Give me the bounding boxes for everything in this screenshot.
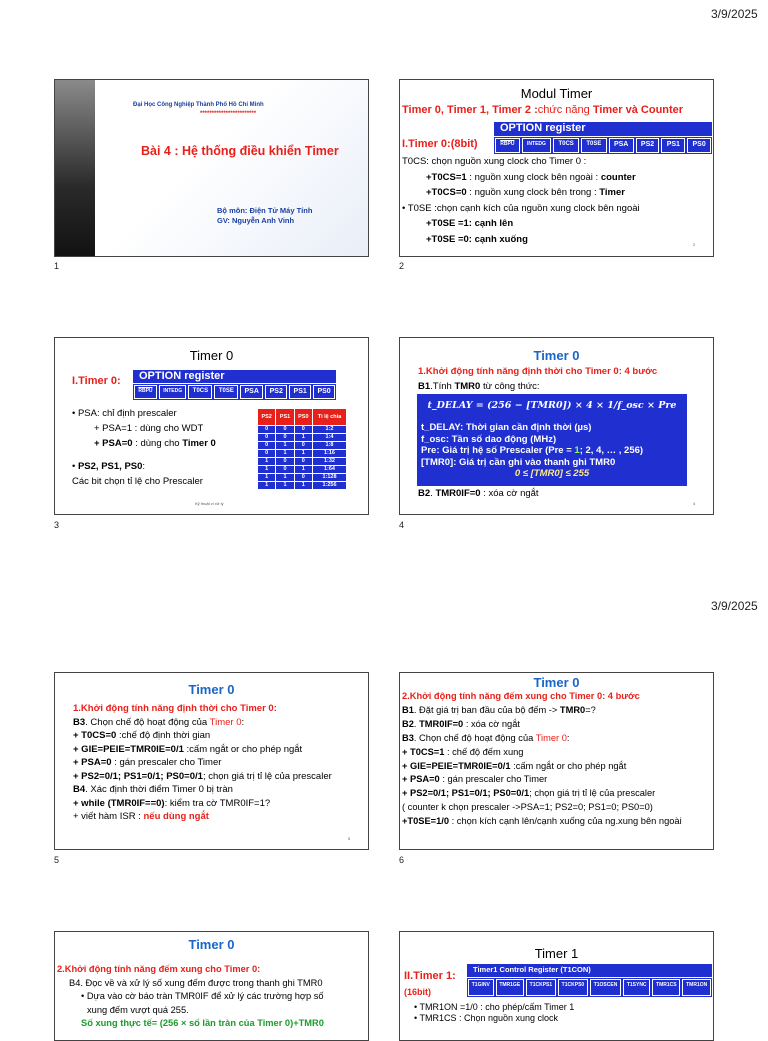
bit-t1ckps1: T1CKPS1 [526, 979, 556, 996]
slide-number-6: 6 [399, 855, 405, 865]
slide-number-2: 2 [399, 261, 405, 271]
table-row [258, 466, 347, 474]
prescaler-table-body [258, 426, 347, 490]
slide-8-body [414, 1002, 574, 1024]
slide-2 [399, 79, 714, 257]
table-cell: 1 [276, 450, 294, 458]
bit-t0se: T0SE [214, 385, 238, 399]
bit-t1ckps0: T1CKPS0 [558, 979, 588, 996]
table-cell: 1:64 [312, 466, 346, 474]
slide-3 [54, 337, 369, 515]
table-row [258, 482, 347, 490]
tdelay-formula: t_DELAY = (256 − [TMR0]) × 4 × 1/f_osc × Pre [427, 400, 677, 411]
decor-stars: ************************ [200, 111, 257, 117]
slide-6-title: Timer 0 [533, 675, 580, 690]
table-row [258, 426, 347, 434]
t1con-register-title: Timer1 Control Register (T1CON) [473, 965, 591, 974]
table-cell: 0 [294, 442, 312, 450]
t0se-description: • T0SE :chọn cạnh kích của nguồn xung clock bên ngoài [402, 202, 640, 214]
t0cs-line: + T0CS=1 : chế độ đếm xung [402, 746, 524, 757]
option-register-title: OPTION register [500, 122, 586, 134]
table-cell: 0 [276, 466, 294, 474]
t0cs-line: + T0CS=0 :chế độ định thời gian [73, 730, 211, 741]
table-cell: 1 [276, 482, 294, 490]
bit-intedg: INTEDG [522, 138, 551, 153]
table-cell: 1 [258, 482, 276, 490]
tdelay-formula-box [417, 394, 687, 486]
department: Bộ môn: Điện Tử Máy Tính [217, 206, 313, 215]
date-header-top: 3/9/2025 [711, 7, 758, 21]
option-register-title-2: OPTION register [139, 370, 225, 382]
bit-psa: PSA [240, 385, 263, 399]
table-row [258, 474, 347, 482]
option-register-diagram-2 [133, 370, 336, 400]
lecturer: GV: Nguyễn Anh Vinh [217, 216, 295, 225]
overflow-line-2: xung đếm vượt quá 255. [87, 1004, 189, 1015]
slide-2-title: Modul Timer [520, 86, 593, 101]
prescaler-line: + PS2=0/1; PS1=0/1; PS0=0/1; chọn giá trị tỉ lệ của prescaler [73, 770, 332, 782]
step-b2: B2. TMR0IF=0 : xóa cờ ngắt [418, 488, 539, 499]
t0se-line: +T0SE=1/0 : chọn kích cạnh lên/cạnh xuống của ng.xung bên ngoài [402, 816, 682, 827]
table-cell: 0 [258, 442, 276, 450]
option-register-bits-2 [133, 383, 336, 400]
slide-1-title: Bài 4 : Hệ thống điều khiển Timer [141, 144, 339, 158]
tmr0-range: 0 ≤ [TMR0] ≤ 255 [514, 468, 590, 479]
slide-5-heading: 1.Khởi động tính năng định thời cho Timer 0: [73, 703, 277, 714]
slide-number-4: 4 [399, 520, 405, 530]
header-ps2: PS2 [258, 409, 276, 426]
actual-count-formula: Số xung thực tế= (256 × số lần tràn của Timer 0)+TMR0 [81, 1018, 324, 1028]
psa-line: + PSA=0 : gán prescaler cho Timer [402, 774, 548, 785]
subtitle-timers: Timer 0, Timer 1, Timer 2 : [402, 104, 538, 116]
legend-tdelay: t_DELAY: Thời gian cần định thời (µs) [421, 422, 592, 433]
slide-5 [54, 672, 369, 850]
table-cell: 1:4 [312, 434, 346, 442]
table-row [258, 458, 347, 466]
date-header-middle: 3/9/2025 [711, 599, 758, 613]
bit-intedg: INTEDG [159, 385, 187, 399]
slide-4-tiny-page: 4 [693, 501, 696, 506]
prescaler-table [257, 408, 347, 490]
slide-2-tiny-page: 2 [693, 242, 696, 247]
table-cell: 0 [258, 426, 276, 434]
slide-4 [399, 337, 714, 515]
table-cell: 0 [276, 458, 294, 466]
isr-line: + viết hàm ISR : nếu dùng ngắt [73, 811, 209, 822]
interrupt-line: + GIE=PEIE=TMR0IE=0/1 :cấm ngắt or cho phép ngắt [73, 743, 303, 755]
legend-fosc: f_osc: Tần số dao động (MHz) [421, 433, 557, 445]
prescaler-line: + PS2=0/1; PS1=0/1; PS0=0/1; chọn giá trị tỉ lệ của prescaler [402, 788, 656, 799]
overflow-line-1: • Dựa vào cờ báo tràn TMR0IF để xử lý các trường hợp số [81, 991, 324, 1001]
slide-2-body [402, 154, 640, 247]
legend-tmr0: [TMR0]: Giá trị cần ghi vào thanh ghi TMR0 [421, 456, 616, 468]
psa-1-line: + PSA=1 : dùng cho WDT [94, 423, 204, 434]
table-row [258, 450, 347, 458]
tmr1cs-line: • TMR1CS : Chọn nguồn xung clock [414, 1013, 559, 1023]
table-cell: 0 [294, 474, 312, 482]
table-cell: 1:2 [312, 426, 346, 434]
slide-5-body [73, 702, 332, 824]
slide-6-body [402, 690, 682, 829]
t1con-register-diagram [467, 964, 712, 997]
slide-6 [399, 672, 714, 850]
t1con-register-bits [467, 977, 712, 997]
step-b4: B4. Xác định thời điểm Timer 0 bị tràn [73, 784, 233, 795]
step-b4: B4. Đọc về và xử lý số xung đếm được trong thanh ghi TMR0 [69, 977, 323, 988]
table-cell: 1 [258, 458, 276, 466]
table-cell: 1 [258, 466, 276, 474]
while-line: + while (TMR0IF==0): kiểm tra cờ TMR0IF=1? [73, 797, 271, 809]
step-b1: B1.Tính TMR0 từ công thức: [418, 381, 540, 392]
section-timer0: I.Timer 0: [72, 375, 121, 387]
slide-5-title: Timer 0 [188, 682, 235, 697]
section-timer0-8bit: I.Timer 0:(8bit) [402, 138, 478, 150]
table-cell: 1 [294, 434, 312, 442]
slide-7 [54, 931, 369, 1041]
table-cell: 1 [276, 474, 294, 482]
timer1-bits-label: (16bit) [404, 987, 431, 997]
step-b3: B3. Chọn chế độ hoạt động của Timer 0: [73, 716, 245, 728]
header-ratio: Tỉ lệ chia [312, 409, 346, 426]
option-register-bits [494, 136, 712, 154]
bit-psa: PSA [609, 138, 634, 153]
t0se-1-line: +T0SE =1: cạnh lên [426, 218, 514, 229]
bit-ps1: PS1 [289, 385, 311, 399]
slide-3-footer: Kỹ thuật vi xử lý [195, 501, 224, 506]
table-cell: 1:16 [312, 450, 346, 458]
step-b2: B2. TMR0IF=0 : xóa cờ ngắt [402, 718, 520, 729]
slide-number-5: 5 [54, 855, 60, 865]
table-cell: 1:32 [312, 458, 346, 466]
slide-7-title: Timer 0 [188, 937, 235, 952]
interrupt-line: + GIE=PEIE=TMR0IE=0/1 :cấm ngắt or cho phép ngắt [402, 760, 627, 771]
bit-t1oscen: T1OSCEN [590, 979, 621, 996]
t0se-0-line: +T0SE =0: cạnh xuống [426, 233, 528, 245]
table-cell: 1:8 [312, 442, 346, 450]
table-cell: 1 [294, 450, 312, 458]
prescaler-table-header [258, 409, 347, 426]
table-cell: 0 [258, 434, 276, 442]
bit-rbpu: RBPU [495, 138, 520, 153]
slide-1 [54, 79, 369, 257]
slide-4-title: Timer 0 [533, 348, 580, 363]
slide-7-body [57, 963, 324, 1031]
university-name: Đại Học Công Nghiệp Thành Phố Hồ Chí Minh [133, 102, 264, 108]
bit-t1sync: T1SYNC [623, 979, 650, 996]
bit-ps2: PS2 [636, 138, 660, 153]
ps-bits-description: Các bit chọn tỉ lệ cho Prescaler [72, 476, 203, 487]
bit-tmr1on: TMR1ON [682, 979, 711, 996]
t0cs-description: T0CS: chọn nguồn xung clock cho Timer 0 : [402, 156, 587, 167]
slide-4-heading: 1.Khởi động tính năng định thời cho Timer 0: 4 bước [418, 366, 658, 377]
tmr1on-line: • TMR1ON =1/0 : cho phép/cấm Timer 1 [414, 1002, 575, 1012]
slide-8 [399, 931, 714, 1041]
table-cell: 1:256 [312, 482, 346, 490]
bit-rbpu: RBPU [134, 385, 157, 399]
header-ps0: PS0 [294, 409, 312, 426]
slide-3-title: Timer 0 [189, 348, 234, 363]
table-cell: 0 [276, 434, 294, 442]
section-timer1: II.Timer 1: [404, 970, 456, 982]
header-ps1: PS1 [276, 409, 294, 426]
legend-prescaler: Pre: Giá trị hệ số Prescaler (Pre = 1; 2, 4, … , 256) [421, 445, 644, 456]
slide-number-1: 1 [54, 261, 60, 271]
bit-ps2: PS2 [265, 385, 287, 399]
bit-tmr1cs: TMR1CS [652, 979, 680, 996]
slide-2-subtitle [402, 104, 683, 116]
bit-ps0: PS0 [687, 138, 711, 153]
step-b1: B1. Đặt giá trị ban đầu của bộ đếm -> TMR0=? [402, 704, 596, 715]
slide-5-tiny-page: 5 [348, 836, 351, 841]
subtitle-function: chức năng [537, 104, 593, 116]
psa-line: + PSA=0 : gán prescaler cho Timer [73, 757, 222, 768]
table-cell: 1 [258, 474, 276, 482]
psa-description: • PSA: chỉ định prescaler [72, 408, 177, 419]
psa-0-line: + PSA=0 : dùng cho Timer 0 [94, 438, 216, 449]
counter-prescaler-note: ( counter k chọn prescaler ->PSA=1; PS2=0; PS1=0; PS0=0) [402, 802, 653, 813]
slide-1-decor-bar [55, 80, 95, 257]
step-b3: B3. Chọn chế độ hoạt động của Timer 0: [402, 732, 570, 743]
table-cell: 1 [294, 466, 312, 474]
table-cell: 0 [294, 458, 312, 466]
slide-7-heading: 2.Khởi động tính năng đếm xung cho Timer 0: [57, 964, 261, 974]
table-row [258, 434, 347, 442]
bit-t0cs: T0CS [553, 138, 579, 153]
bit-ps1: PS1 [661, 138, 685, 153]
slide-3-body [72, 406, 216, 489]
table-cell: 0 [258, 450, 276, 458]
subtitle-modes: Timer và Counter [592, 104, 684, 116]
bit-t0cs: T0CS [188, 385, 212, 399]
table-cell: 0 [276, 426, 294, 434]
table-cell: 1:128 [312, 474, 346, 482]
bit-t0se: T0SE [581, 138, 607, 153]
bit-tmr1ge: TMR1GE [496, 979, 524, 996]
slide-6-heading: 2.Khởi động tính năng đếm xung cho Timer 0: 4 bước [402, 691, 640, 701]
bit-ps0: PS0 [313, 385, 335, 399]
ps-bits-line: • PS2, PS1, PS0: [72, 461, 146, 472]
bit-t1ginv: T1GINV [468, 979, 494, 996]
t0cs-0-line: +T0CS=0 : nguồn xung clock bên trong : Timer [426, 187, 625, 198]
table-row [258, 442, 347, 450]
option-register-diagram [494, 122, 712, 154]
slide-number-3: 3 [54, 520, 60, 530]
t0cs-1-line: +T0CS=1 : nguồn xung clock bên ngoài : counter [426, 171, 636, 183]
table-cell: 1 [294, 482, 312, 490]
table-cell: 1 [276, 442, 294, 450]
slide-8-title: Timer 1 [534, 946, 579, 961]
table-cell: 0 [294, 426, 312, 434]
